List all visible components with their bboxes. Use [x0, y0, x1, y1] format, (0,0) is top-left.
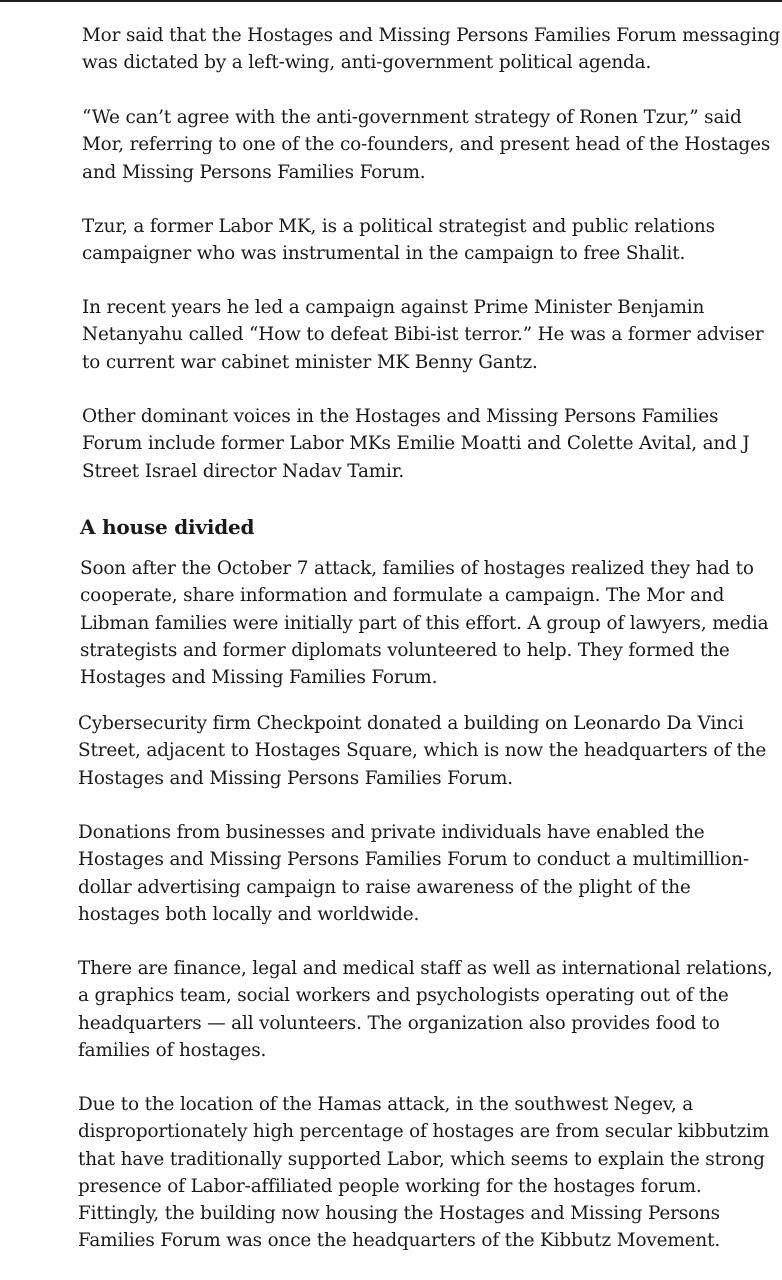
- paragraph-checkpoint-building: Cybersecurity firm Checkpoint donated a building on Leonardo Da Vinci Street, adjacent to Hostages Square, which is now the headquarters of the Hostages and Missing Persons Families Forum.: [78, 713, 767, 789]
- paragraph-donations: Donations from businesses and private individuals have enabled the Hostages and Missing Persons Families Forum to conduct a multimillion- dollar advertising campaign to raise awareness of the plight of the hostages both locally and worldwide.: [78, 822, 750, 925]
- paragraph-kibbutz-location: Due to the location of the Hamas attack, in the southwest Negev, a disproportionately high percentage of hostages are from secular kibbutzim that have traditionally supported Labor, which seems to explain the strong presence of Labor-affiliated people working for the hostages forum. Fittingly, the building now housing the Hostages and Missing Persons Families Forum was once the headquarters of the Kibbutz Movement.: [78, 1094, 770, 1252]
- paragraph-mor-statement: Mor said that the Hostages and Missing Persons Families Forum messaging was dictated by a left-wing, anti-government political agenda.: [82, 25, 781, 74]
- paragraph-forum-formation: Soon after the October 7 attack, families of hostages realized they had to cooperate, share information and formulate a campaign. The Mor and Libman families were initially part of this effort. A group of lawyers, media strategists and former diplomats volunteered to help. They formed the Hostages and Missing Families Forum.: [80, 558, 769, 689]
- section-heading: A house divided: [80, 515, 255, 539]
- paragraph-staff: There are finance, legal and medical staff as well as international relations, a graphics team, social workers and psychologists operating out of the headquarters — all volunteers. The organization also provides food to families of hostages.: [78, 958, 773, 1061]
- paragraph-mor-quote: “We can’t agree with the anti-government strategy of Ronen Tzur,” said Mor, referring to one of the co-founders, and present head of the Hostages and Missing Persons Families Forum.: [82, 107, 771, 183]
- top-border: [0, 0, 782, 2]
- paragraph-tzur-campaign: In recent years he led a campaign against Prime Minister Benjamin Netanyahu called “How to defeat Bibi-ist terror.” He was a former adviser to current war cabinet minister MK Benny Gantz.: [82, 297, 764, 373]
- paragraph-tzur-background: Tzur, a former Labor MK, is a political strategist and public relations campaigner who was instrumental in the campaign to free Shalit.: [82, 216, 715, 265]
- paragraph-other-voices: Other dominant voices in the Hostages and Missing Persons Families Forum include former Labor MKs Emilie Moatti and Colette Avital, and J Street Israel director Nadav Tamir.: [82, 406, 750, 482]
